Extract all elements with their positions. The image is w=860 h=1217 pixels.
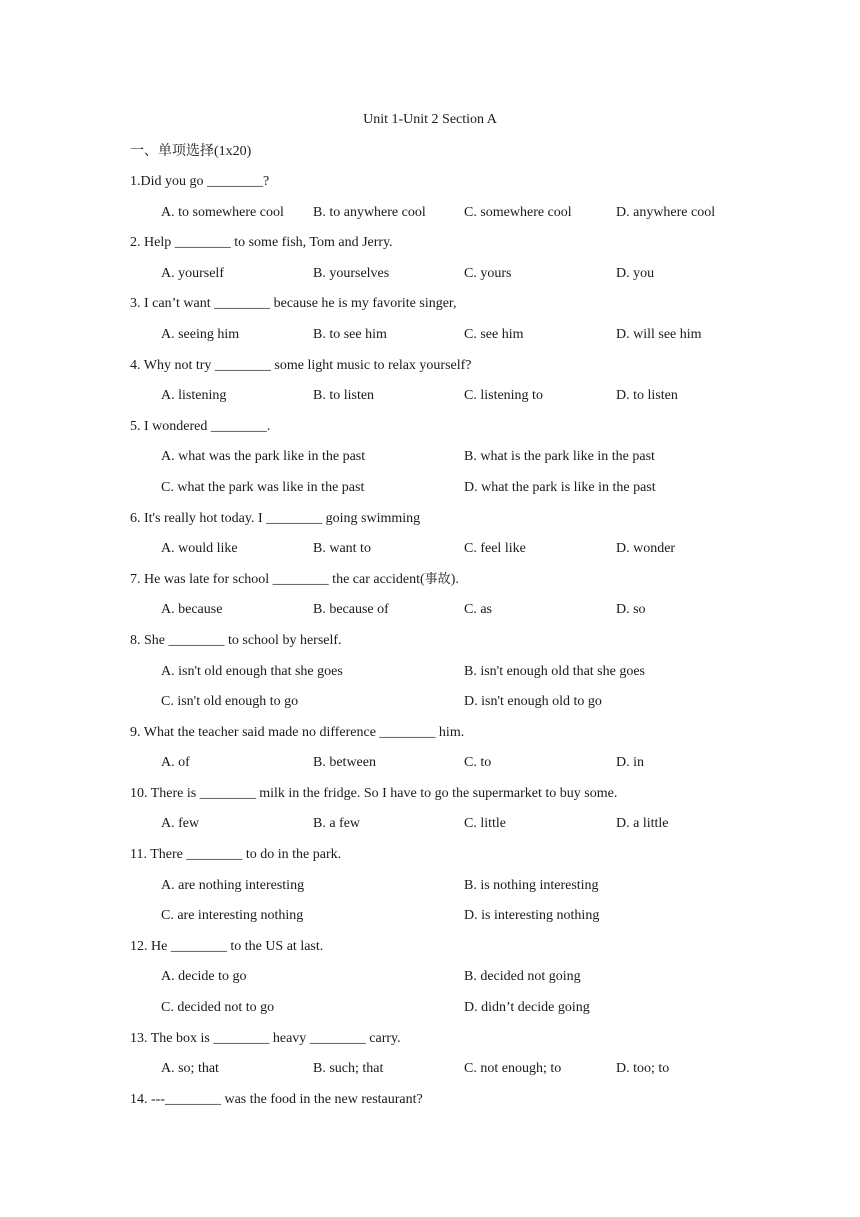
question-5-stem: 5. I wondered ________. [130, 418, 271, 434]
question-4-options [0, 387, 860, 418]
question-2-option-c: C. yours [464, 265, 512, 281]
question-12-option-c: C. decided not to go [161, 1000, 275, 1016]
question-5-option-c: C. what the park was like in the past [161, 479, 365, 495]
question-13-stem: 13. The box is ________ heavy ________ carry. [130, 1030, 401, 1046]
question-10-options [0, 815, 860, 846]
question-3-options [0, 326, 860, 357]
question-13-option-b: B. such; that [313, 1061, 384, 1077]
question-10-option-d: D. a little [616, 816, 669, 832]
question-3-stem: 3. I can’t want ________ because he is my favorite singer, [130, 296, 457, 312]
question-7-stem [0, 571, 860, 602]
question-10-option-b: B. a few [313, 816, 361, 832]
question-5-option-a: A. what was the park like in the past [161, 449, 366, 465]
question-12-option-a: A. decide to go [161, 969, 247, 985]
question-7-stem-end: ). [450, 571, 459, 587]
question-12-options-row-1 [0, 968, 860, 999]
question-5-options-row-2 [0, 479, 860, 510]
question-11-stem: 11. There ________ to do in the park. [130, 847, 342, 863]
question-2-option-b: B. yourselves [313, 265, 390, 281]
question-6-option-b: B. want to [313, 541, 371, 557]
question-1-option-c: C. somewhere cool [464, 204, 572, 220]
question-8-option-b: B. isn't enough old that she goes [464, 663, 646, 679]
question-12-option-d: D. didn’t decide going [464, 1000, 590, 1016]
question-2-options [0, 265, 860, 296]
question-7-option-d: D. so [616, 602, 646, 618]
question-11-option-a: A. are nothing interesting [161, 877, 305, 893]
question-7-stem-cjk: 事故 [424, 571, 451, 587]
question-7-option-a: A. because [161, 602, 223, 618]
question-11-options-row-2 [0, 907, 860, 938]
question-10-option-a: A. few [161, 816, 200, 832]
question-3-option-c: C. see him [464, 326, 524, 342]
question-13-option-c: C. not enough; to [464, 1061, 562, 1077]
question-13-option-a: A. so; that [161, 1061, 219, 1077]
question-8-stem: 8. She ________ to school by herself. [130, 632, 342, 648]
question-1-option-a: A. to somewhere cool [161, 204, 284, 220]
question-9-option-d: D. in [616, 755, 644, 771]
question-6-options [0, 540, 860, 571]
question-4-option-c: C. listening to [464, 388, 543, 404]
question-10-option-c: C. little [464, 816, 506, 832]
question-9-option-a: A. of [161, 755, 190, 771]
question-7-options [0, 601, 860, 632]
question-9-stem: 9. What the teacher said made no difference ________ him. [130, 724, 465, 740]
question-5-options-row-1 [0, 448, 860, 479]
question-3-option-b: B. to see him [313, 326, 387, 342]
question-5-option-b: B. what is the park like in the past [464, 449, 655, 465]
question-2-stem: 2. Help ________ to some fish, Tom and Jerry. [130, 235, 393, 251]
section-heading-label: 一、单项选择 [130, 143, 214, 159]
question-3-option-d: D. will see him [616, 326, 702, 342]
question-11-option-c: C. are interesting nothing [161, 908, 304, 924]
question-10-stem: 10. There is ________ milk in the fridge. So I have to go the supermarket to buy some. [130, 785, 618, 801]
question-8-options-row-2 [0, 693, 860, 724]
question-7-option-b: B. because of [313, 602, 389, 618]
question-11-option-b: B. is nothing interesting [464, 877, 599, 893]
question-13-options [0, 1060, 860, 1091]
question-7-option-c: C. as [464, 602, 492, 618]
question-9-option-c: C. to [464, 755, 492, 771]
question-1-stem: 1.Did you go ________? [130, 174, 270, 189]
question-7-stem-text: 7. He was late for school ________ the car accident( [130, 571, 425, 587]
question-8-option-d: D. isn't enough old to go [464, 694, 602, 710]
question-2-option-a: A. yourself [161, 265, 224, 281]
question-12-options-row-2 [0, 999, 860, 1030]
question-6-option-a: A. would like [161, 541, 238, 557]
question-6-option-c: C. feel like [464, 541, 526, 557]
question-1-option-b: B. to anywhere cool [313, 204, 426, 220]
question-3-option-a: A. seeing him [161, 326, 240, 342]
question-6-stem: 6. It's really hot today. I ________ going swimming [130, 510, 421, 526]
question-8-option-c: C. isn't old enough to go [161, 694, 299, 710]
question-12-option-b: B. decided not going [464, 969, 581, 985]
question-11-option-d: D. is interesting nothing [464, 908, 600, 924]
section-heading-score: (1x20) [214, 144, 252, 159]
question-5-option-d: D. what the park is like in the past [464, 479, 656, 495]
question-13-option-d: D. too; to [616, 1061, 670, 1077]
question-12-stem: 12. He ________ to the US at last. [130, 938, 324, 954]
question-6-option-d: D. wonder [616, 541, 676, 557]
question-8-options-row-1 [0, 663, 860, 694]
question-4-option-a: A. listening [161, 388, 227, 404]
question-8-option-a: A. isn't old enough that she goes [161, 663, 343, 679]
question-9-options [0, 754, 860, 785]
question-2-option-d: D. you [616, 265, 655, 281]
question-4-stem: 4. Why not try ________ some light music to relax yourself? [130, 357, 472, 373]
page-title: Unit 1-Unit 2 Section A [363, 112, 497, 127]
question-1-option-d: D. anywhere cool [616, 204, 716, 220]
question-1-options [0, 204, 860, 235]
section-heading [130, 142, 251, 161]
question-4-option-b: B. to listen [313, 388, 375, 404]
question-14-stem: 14. ---________ was the food in the new restaurant? [130, 1091, 423, 1107]
question-list [0, 173, 860, 1121]
question-9-option-b: B. between [313, 755, 376, 771]
question-11-options-row-1 [0, 877, 860, 908]
question-4-option-d: D. to listen [616, 388, 678, 404]
